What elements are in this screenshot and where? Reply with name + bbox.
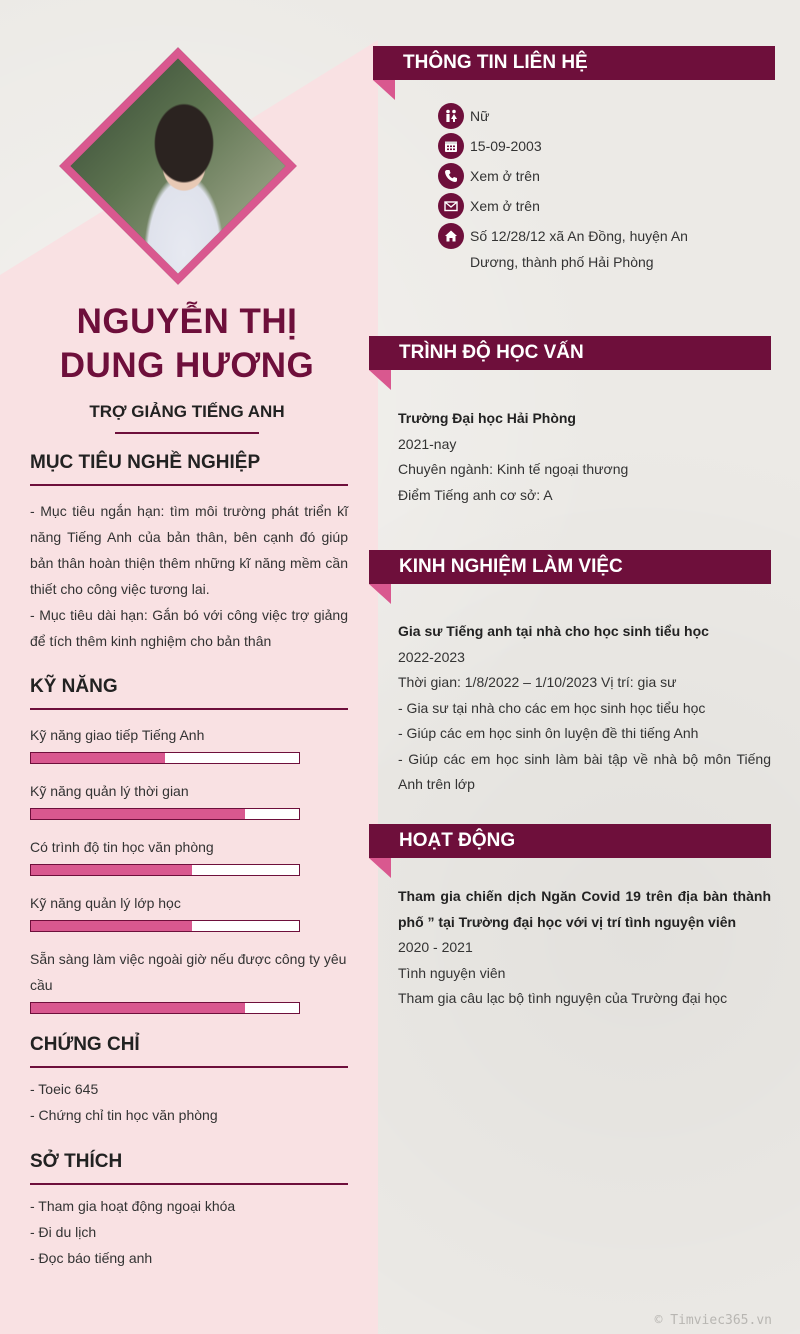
skill-item (30, 722, 348, 764)
certificates-section (30, 1034, 348, 1128)
contact-address (438, 223, 738, 275)
hobbies-title: SỞ THÍCH (30, 1151, 348, 1185)
activities-section (398, 884, 771, 1012)
skill-label: Kỹ năng quản lý lớp học (30, 895, 181, 911)
phone-icon (438, 163, 464, 189)
ribbon-fold (369, 858, 391, 878)
hobby-item: - Đọc báo tiếng anh (30, 1250, 153, 1266)
experience-period: 2022-2023 (398, 648, 465, 665)
address-value: Số 12/28/12 xã An Đồng, huyện An Dương, thành phố Hải Phòng (470, 228, 688, 270)
skill-bar (30, 920, 300, 932)
skill-item (30, 834, 348, 876)
skill-bar (30, 1002, 300, 1014)
skill-item (30, 946, 348, 1014)
activity-period: 2020 - 2021 (398, 939, 473, 955)
skill-label: Kỹ năng quản lý thời gian (30, 783, 189, 799)
watermark: © Timviec365.vn (654, 1313, 772, 1328)
skill-bar (30, 752, 300, 764)
contact-gender (438, 103, 489, 129)
contact-email (438, 193, 540, 219)
education-score: Điểm Tiếng anh cơ sở: A (398, 486, 553, 503)
objective-section (30, 452, 348, 654)
contact-phone (438, 163, 540, 189)
hobby-item: - Tham gia hoạt động ngoại khóa (30, 1198, 236, 1214)
skill-label: Kỹ năng giao tiếp Tiếng Anh (30, 727, 205, 743)
experience-duty: - Gia sư tại nhà cho các em học sinh học tiểu học (398, 699, 706, 716)
experience-duty: - Giúp các em học sinh ôn luyện đề thi tiếng Anh (398, 725, 699, 741)
ribbon-fold (369, 584, 391, 604)
skill-bar (30, 808, 300, 820)
skill-bar-fill (31, 809, 245, 819)
skill-item (30, 890, 348, 932)
skill-bar-fill (31, 753, 165, 763)
skills-section (30, 676, 348, 1014)
education-school: Trường Đại học Hải Phòng (398, 410, 576, 426)
hobby-item: - Đi du lịch (30, 1224, 97, 1240)
gender-icon (438, 103, 464, 129)
experience-time-role: Thời gian: 1/8/2022 – 1/10/2023 Vị trí: gia sư (398, 674, 677, 690)
gender-value: Nữ (470, 108, 490, 124)
skills-title: KỸ NĂNG (30, 676, 348, 710)
email-value: Xem ở trên (470, 198, 540, 214)
phone-value: Xem ở trên (470, 168, 540, 184)
education-title: TRÌNH ĐỘ HỌC VẤN (369, 336, 771, 370)
dob-value: 15-09-2003 (470, 138, 542, 154)
ribbon-fold (373, 80, 395, 100)
objective-long: - Mục tiêu dài hạn: Gắn bó với công việc trợ giảng để tích thêm kinh nghiệm cho bản thân (30, 607, 348, 649)
skill-bar-fill (31, 921, 192, 931)
education-section (398, 406, 771, 508)
experience-duty: - Giúp các em học sinh làm bài tập về nhà bộ môn Tiếng Anh trên lớp (398, 750, 771, 792)
activity-desc: Tham gia câu lạc bộ tình nguyện của Trường đại học (398, 990, 728, 1006)
position-divider (115, 432, 259, 434)
skill-bar-fill (31, 865, 192, 875)
contact-title: THÔNG TIN LIÊN HỆ (373, 46, 775, 80)
certificate-item: - Chứng chỉ tin học văn phòng (30, 1107, 218, 1123)
certificates-title: CHỨNG CHỈ (30, 1034, 348, 1068)
activities-title: HOẠT ĐỘNG (369, 824, 771, 858)
skill-bar (30, 864, 300, 876)
experience-job-title: Gia sư Tiếng anh tại nhà cho học sinh tiểu học (398, 623, 709, 639)
avatar (59, 47, 297, 285)
calendar-icon (438, 133, 464, 159)
activity-role: Tình nguyện viên (398, 964, 506, 981)
candidate-position: TRỢ GIẢNG TIẾNG ANH (89, 402, 285, 421)
avatar-photo (59, 53, 297, 284)
hobbies-section (30, 1151, 348, 1271)
avatar-frame (60, 48, 296, 284)
experience-section (398, 619, 771, 798)
objective-short: - Mục tiêu ngắn hạn: tìm môi trường phát triển kĩ năng Tiếng Anh của bản thân, bên cạnh đó giúp bản thân hoàn thiện thêm những kĩ năng mềm cần thiết cho công việc tương lai. (30, 503, 348, 597)
home-icon (438, 223, 464, 249)
candidate-name: NGUYỄN THỊ DUNG HƯƠNG (59, 302, 315, 385)
education-period: 2021-nay (398, 435, 457, 452)
objective-title: MỤC TIÊU NGHỀ NGHIỆP (30, 452, 348, 486)
email-icon (438, 193, 464, 219)
education-major: Chuyên ngành: Kinh tế ngoại thương (398, 461, 629, 477)
skill-label: Có trình độ tin học văn phòng (30, 839, 214, 855)
skill-label: Sẵn sàng làm việc ngoài giờ nếu được công ty yêu cầu (30, 951, 347, 993)
certificate-item: - Toeic 645 (30, 1081, 99, 1097)
activity-name: Tham gia chiến dịch Ngăn Covid 19 trên địa bàn thành phố ” tại Trường đại học với vị trí tình nguyện viên (398, 888, 771, 930)
contact-dob (438, 133, 542, 159)
experience-title: KINH NGHIỆM LÀM VIỆC (369, 550, 771, 584)
ribbon-fold (369, 370, 391, 390)
skill-bar-fill (31, 1003, 245, 1013)
skill-item (30, 778, 348, 820)
